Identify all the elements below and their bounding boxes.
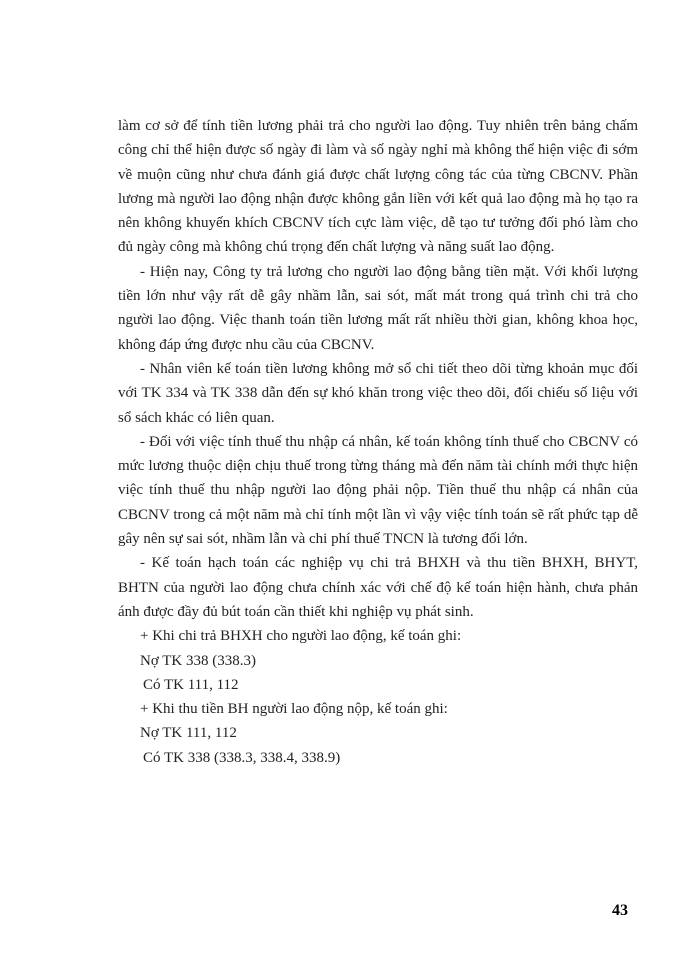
- entry-payment-debit: Nợ TK 338 (338.3): [140, 652, 256, 669]
- entry-receipt-debit: Nợ TK 111, 112: [140, 725, 237, 742]
- entry-receipt-credit: Có TK 338 (338.3, 338.4, 338.9): [143, 749, 341, 766]
- paragraph-continuation: làm cơ sở để tính tiền lương phải trả cho người lao động. Tuy nhiên trên bảng chấm công chỉ thể hiện được số ngày đi làm và số ngày nghỉ mà không thể hiện việc đi sớm về muộn cũng như chưa đánh giá được chất lượng công tác của từng CBCNV. Phần lương mà người lao động nhận được không gắn liền với kết quả lao động mà họ tạo ra nên không khuyến khích CBCNV tích cực làm việc, dễ tạo tư tưởng đối phó làm cho đủ ngày công mà không chú trọng đến chất lượng và năng suất lao động.: [118, 118, 638, 256]
- paragraph-ledger-detail: - Nhân viên kế toán tiền lương không mở sổ chi tiết theo dõi từng khoản mục đối với TK 334 và TK 338 dẫn đến sự khó khăn trong việc theo dõi, đối chiếu số liệu với sổ sách khác có liên quan.: [118, 360, 638, 426]
- entry-receipt-intro: + Khi thu tiền BH người lao động nộp, kế toán ghi:: [140, 701, 448, 718]
- document-body: [118, 114, 638, 770]
- paragraph-income-tax: - Đối với việc tính thuế thu nhập cá nhân, kế toán không tính thuế cho CBCNV có mức lương thuộc diện chịu thuế trong từng tháng mà đến năm tài chính mới thực hiện việc tính thuế thu nhập người lao động phải nộp. Tiền thuế thu nhập cá nhân của CBCNV trong cả một năm mà chỉ tính một lần vì vậy việc tính toán sẽ rất phức tạp dễ gây nên sự sai sót, nhầm lẫn và chi phí thuế TNCN là tương đối lớn.: [118, 433, 638, 548]
- entry-payment-credit: Có TK 111, 112: [143, 676, 239, 693]
- page-number: 43: [612, 902, 628, 919]
- entry-payment-intro: + Khi chi trả BHXH cho người lao động, kế toán ghi:: [140, 628, 462, 645]
- paragraph-insurance-accounting: - Kế toán hạch toán các nghiệp vụ chi trả BHXH và thu tiền BHXH, BHYT, BHTN của người lao động chưa chính xác với chế độ kế toán hiện hành, chưa phản ánh được đầy đủ bút toán cần thiết khi nghiệp vụ phát sinh.: [118, 555, 638, 620]
- paragraph-cash-payment: - Hiện nay, Công ty trả lương cho người lao động bằng tiền mặt. Với khối lượng tiền lớn như vậy rất dễ gây nhầm lẫn, sai sót, mất mát trong quá trình chi trả cho người lao động. Việc thanh toán tiền lương mất rất nhiều thời gian, không khoa học, không đáp ứng được nhu cầu của CBCNV.: [118, 263, 638, 353]
